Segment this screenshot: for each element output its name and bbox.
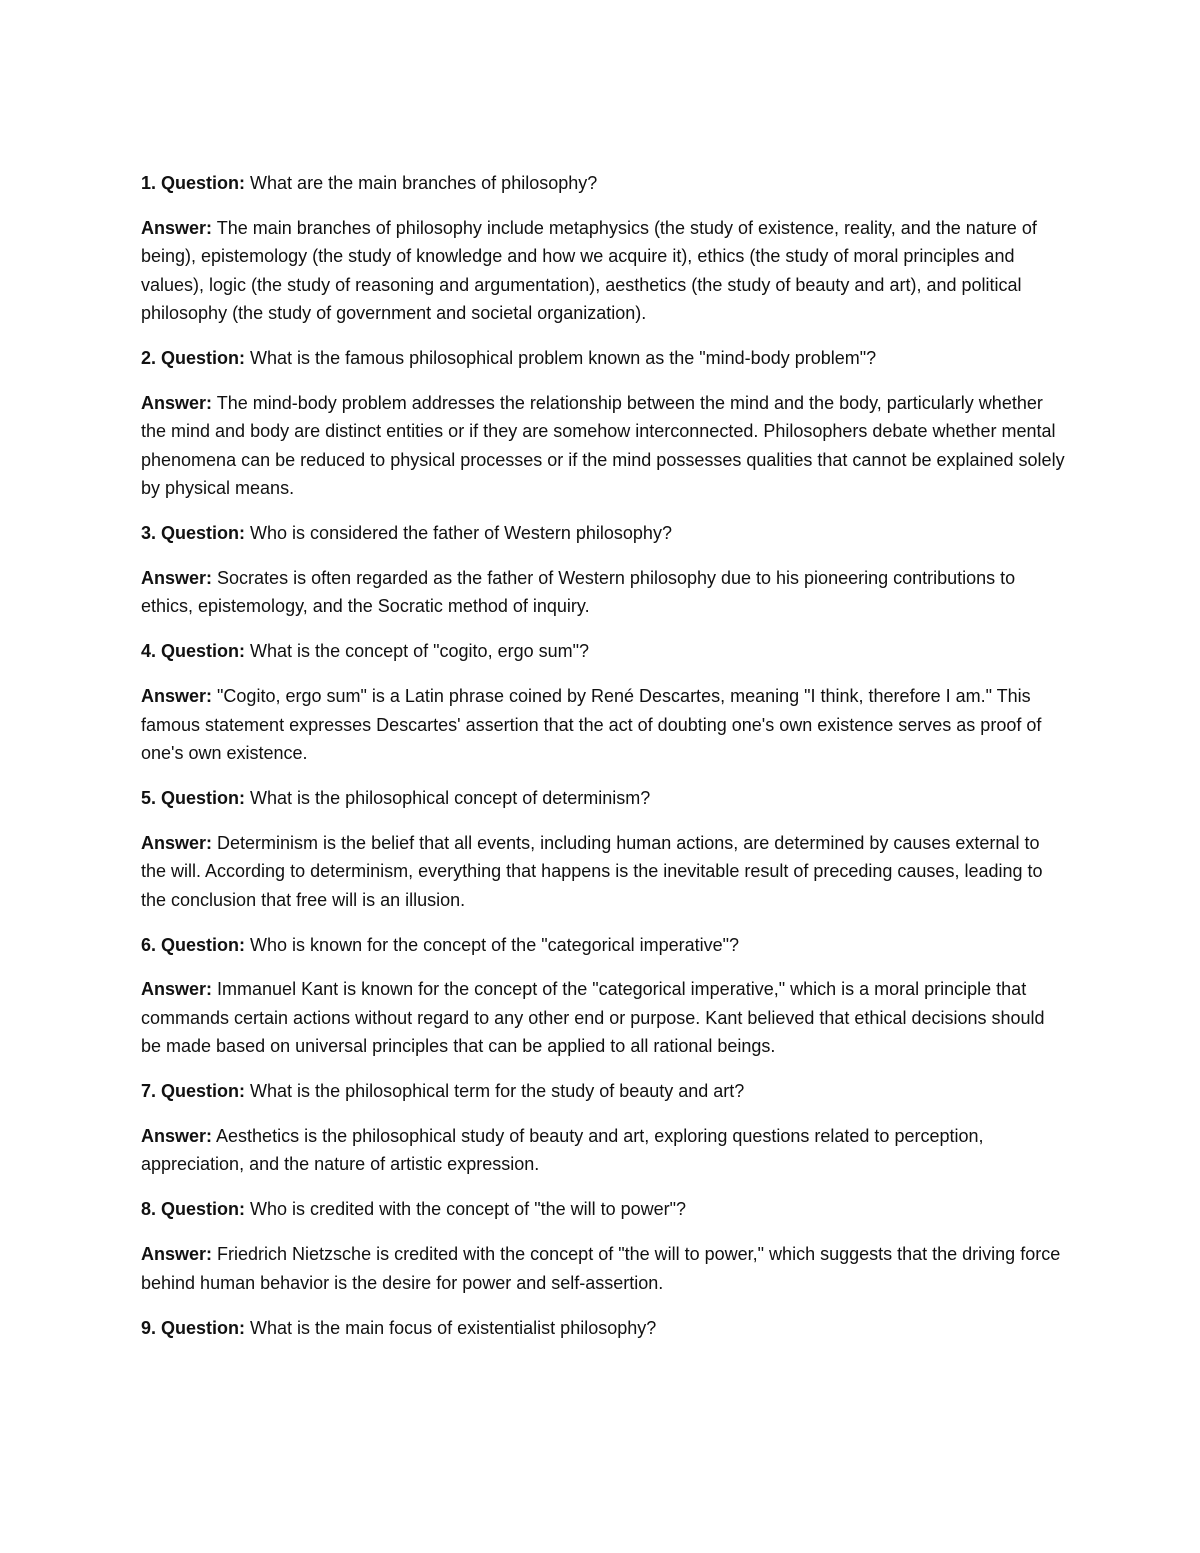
answer-text: Immanuel Kant is known for the concept of the "categorical imperative," which is a moral principle that commands certain actions without regard to any other end or purpose. Kant believed that ethical decisions should be made based on universal principles that can be applied to all rational beings.: [141, 979, 1045, 1057]
answer-3: [141, 564, 1066, 621]
answer-7: [141, 1122, 1066, 1179]
question-text: Who is considered the father of Western philosophy?: [250, 523, 672, 544]
document-page: [141, 169, 1066, 1359]
answer-text: "Cogito, ergo sum" is a Latin phrase coined by René Descartes, meaning "I think, therefore I am." This famous statement expresses Descartes' assertion that the act of doubting one's own existence serves as proof of one's own existence.: [141, 686, 1042, 763]
question-number: 6.: [141, 934, 157, 955]
answer-6: [141, 975, 1066, 1060]
question-label: Question:: [161, 348, 246, 369]
answer-1: [141, 214, 1066, 328]
answer-8: [141, 1240, 1066, 1297]
question-3: [141, 519, 1066, 547]
question-text: What is the concept of "cogito, ergo sum"?: [250, 641, 589, 662]
answer-label: Answer:: [141, 567, 213, 588]
question-text: What is the famous philosophical problem known as the "mind-body problem"?: [250, 348, 877, 369]
question-label: Question:: [161, 1317, 246, 1338]
answer-label: Answer:: [141, 1126, 213, 1147]
answer-text: Socrates is often regarded as the father of Western philosophy due to his pioneering contributions to ethics, epistemology, and the Socratic method of inquiry.: [141, 567, 1016, 617]
answer-4: [141, 682, 1066, 767]
question-label: Question:: [161, 1081, 246, 1102]
question-label: Question:: [161, 641, 246, 662]
answer-label: Answer:: [141, 1244, 213, 1265]
answer-text: Aesthetics is the philosophical study of beauty and art, exploring questions related to perception, appreciation, and the nature of artistic expression.: [141, 1126, 984, 1175]
answer-label: Answer:: [141, 392, 213, 413]
question-number: 2.: [141, 348, 157, 369]
question-text: Who is known for the concept of the "categorical imperative"?: [250, 934, 740, 955]
question-1: [141, 169, 1066, 197]
question-text: What is the philosophical term for the study of beauty and art?: [250, 1081, 745, 1102]
question-6: [141, 931, 1066, 959]
question-8: [141, 1195, 1066, 1223]
question-number: 4.: [141, 641, 157, 662]
answer-text: Determinism is the belief that all events, including human actions, are determined by causes external to the will. According to determinism, everything that happens is the inevitable result of preceding causes, leading to the conclusion that free will is an illusion.: [141, 832, 1043, 910]
question-4: [141, 637, 1066, 665]
answer-5: [141, 829, 1066, 914]
question-number: 3.: [141, 523, 157, 544]
answer-text: Friedrich Nietzsche is credited with the concept of "the will to power," which suggests that the driving force behind human behavior is the desire for power and self-assertion.: [141, 1244, 1061, 1293]
question-2: [141, 344, 1066, 372]
question-text: What are the main branches of philosophy?: [250, 173, 598, 193]
question-text: What is the main focus of existentialist philosophy?: [250, 1317, 657, 1338]
answer-label: Answer:: [141, 686, 213, 707]
question-number: 9.: [141, 1317, 157, 1338]
answer-text: The mind-body problem addresses the relationship between the mind and the body, particularly whether the mind and body are distinct entities or if they are somehow interconnected. Philosophers debate whether mental phenomena can be reduced to physical processes or if the mind possesses qualities that cannot be explained solely by physical means.: [141, 392, 1065, 499]
question-label: Question:: [161, 787, 246, 808]
question-7: [141, 1077, 1066, 1105]
question-text: Who is credited with the concept of "the will to power"?: [250, 1199, 687, 1220]
question-label: Question:: [161, 934, 246, 955]
question-number: 8.: [141, 1199, 157, 1220]
question-number: 1.: [141, 173, 157, 193]
answer-label: Answer:: [141, 979, 213, 1000]
question-label: Question:: [161, 523, 246, 544]
question-number: 5.: [141, 787, 157, 808]
question-9: [141, 1314, 1066, 1342]
answer-label: Answer:: [141, 217, 213, 238]
question-text: What is the philosophical concept of determinism?: [250, 787, 651, 808]
answer-2: [141, 389, 1066, 503]
question-label: Question:: [161, 173, 246, 193]
question-5: [141, 784, 1066, 812]
answer-text: The main branches of philosophy include metaphysics (the study of existence, reality, and the nature of being), epistemology (the study of knowledge and how we acquire it), ethics (the study of moral principles and values), logic (the study of reasoning and argumentation), aesthetics (the study of beauty and art), and political philosophy (the study of government and societal organization).: [141, 217, 1037, 324]
question-number: 7.: [141, 1081, 157, 1102]
answer-label: Answer:: [141, 832, 213, 853]
question-label: Question:: [161, 1199, 246, 1220]
